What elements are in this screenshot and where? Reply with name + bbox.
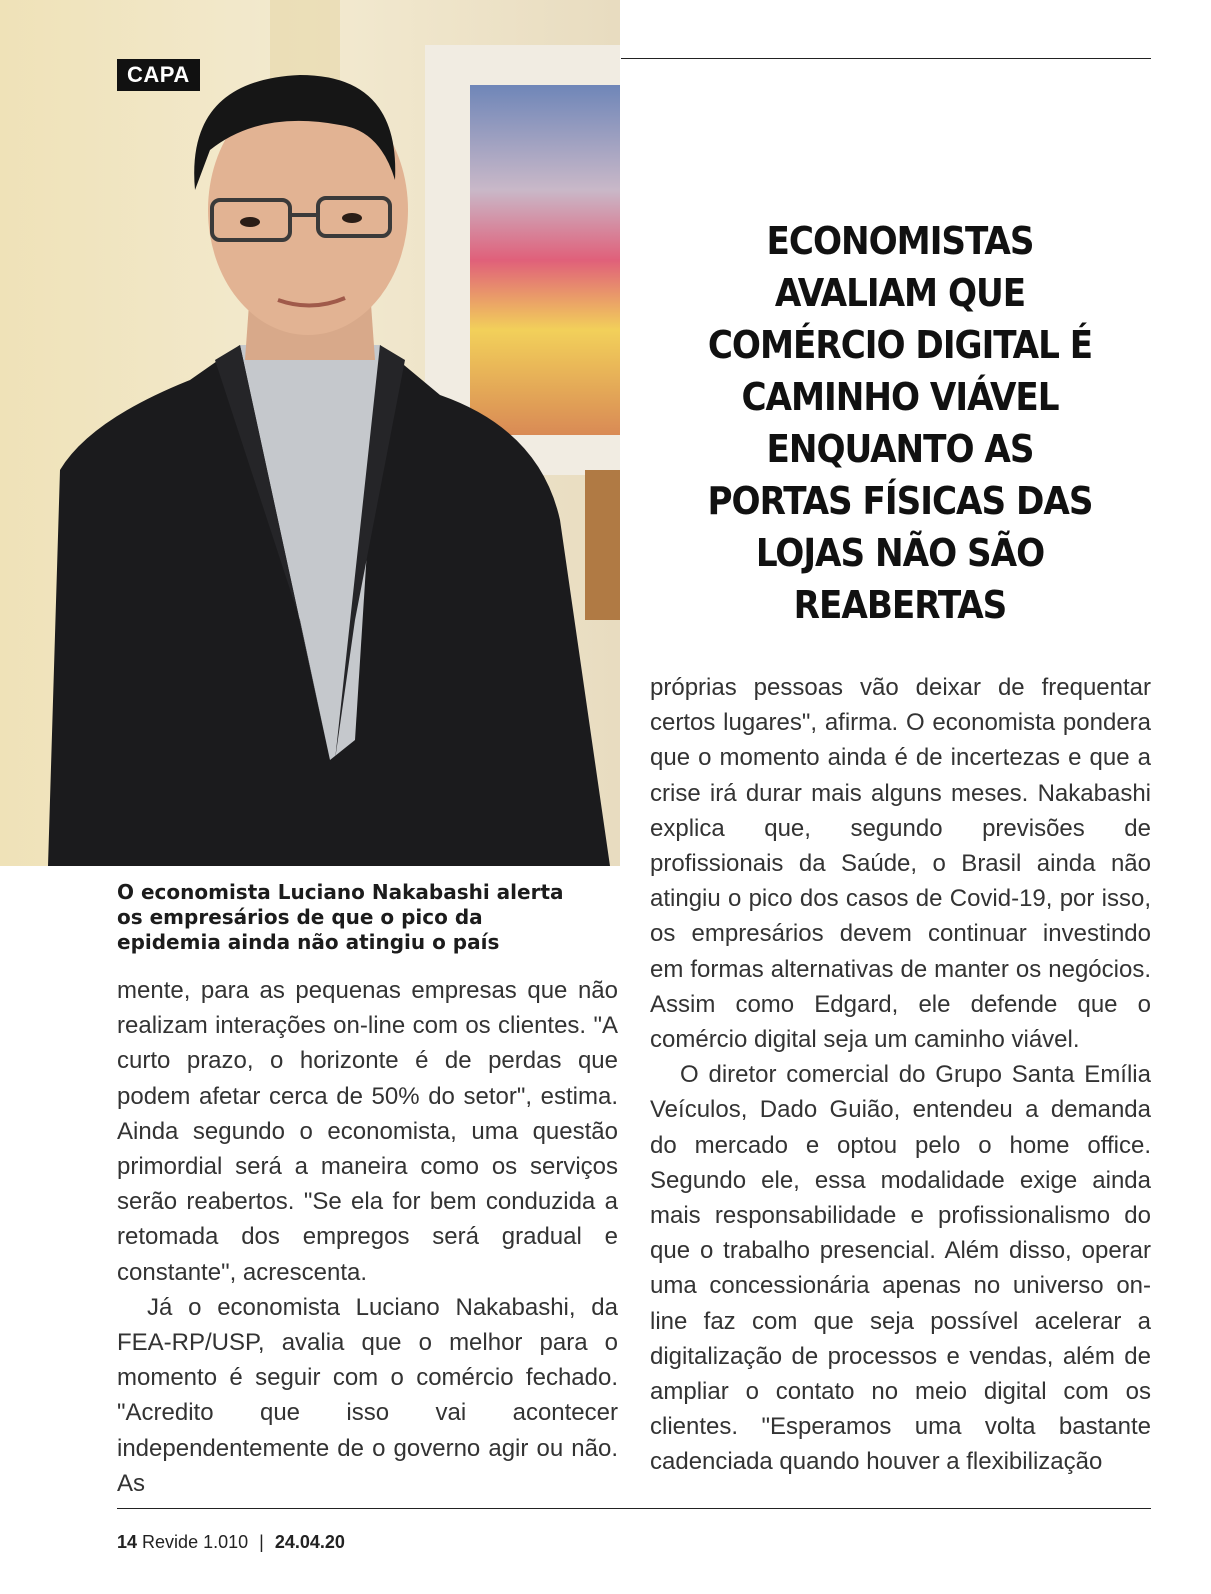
- issue-date: 24.04.20: [274, 1532, 345, 1552]
- section-tag: CAPA: [117, 59, 200, 91]
- page-number: 14: [117, 1532, 138, 1552]
- paragraph: O diretor comercial do Grupo Santa Emília Veículos, Dado Guião, entendeu a demanda do mercado e optou pelo o home office. Segundo ele, essa modalidade exige ainda mais responsabilidade e profissionalismo do que o trabalho presencial. Além disso, operar uma concessionária apenas no universo on-line faz com que seja possível acelerar a digitalização de processos e vendas, além de ampliar o contato no meio digital com os clientes. "Esperamos uma volta bastante cadenciada quando houver a flexibilização: [650, 1061, 1151, 1476]
- bottom-divider: [117, 1508, 1151, 1509]
- publication-name: Revide 1.010: [142, 1532, 249, 1552]
- paragraph: Já o economista Luciano Nakabashi, da FEA-RP/USP, avalia que o melhor para o momento é seguir com o comércio fechado. "Acredito que isso vai acontecer independentemente de o governo agir ou não. As: [117, 1293, 618, 1497]
- photo-caption: O economista Luciano Nakabashi alerta os empresários de que o pico da epidemia ainda não atingiu o país: [117, 880, 564, 954]
- article-column-right: [650, 670, 1151, 1480]
- paragraph: mente, para as pequenas empresas que não realizam interações on-line com os clientes. "A curto prazo, o horizonte é de perdas que podem afetar cerca de 50% do setor", estima. Ainda segundo o economista, uma questão primordial será a maneira como os serviços serão reabertos. "Se ela for bem conduzida a retomada dos empregos será gradual e constante", acrescenta.: [117, 977, 618, 1286]
- portrait-photo: [0, 0, 620, 866]
- article-column-left: [117, 973, 618, 1501]
- headline: ECONOMISTAS AVALIAM QUE COMÉRCIO DIGITAL É CAMINHO VIÁVEL ENQUANTO AS PORTAS FÍSICAS DAS LOJAS NÃO SÃO REABERTAS: [707, 219, 1093, 627]
- top-divider: [621, 58, 1151, 59]
- paragraph: próprias pessoas vão deixar de frequentar certos lugares", afirma. O economista pondera que o momento ainda é de incertezas e que a crise irá durar mais alguns meses. Nakabashi explica que, segundo previsões de profissionais da Saúde, o Brasil ainda não atingiu o pico dos casos de Covid-19, por isso, os empresários devem continuar investindo em formas alternativas de manter os negócios. Assim como Edgard, ele defende que o comércio digital seja um caminho viável.: [650, 674, 1151, 1054]
- footer-separator: |: [259, 1532, 264, 1552]
- page-footer: [117, 1532, 345, 1553]
